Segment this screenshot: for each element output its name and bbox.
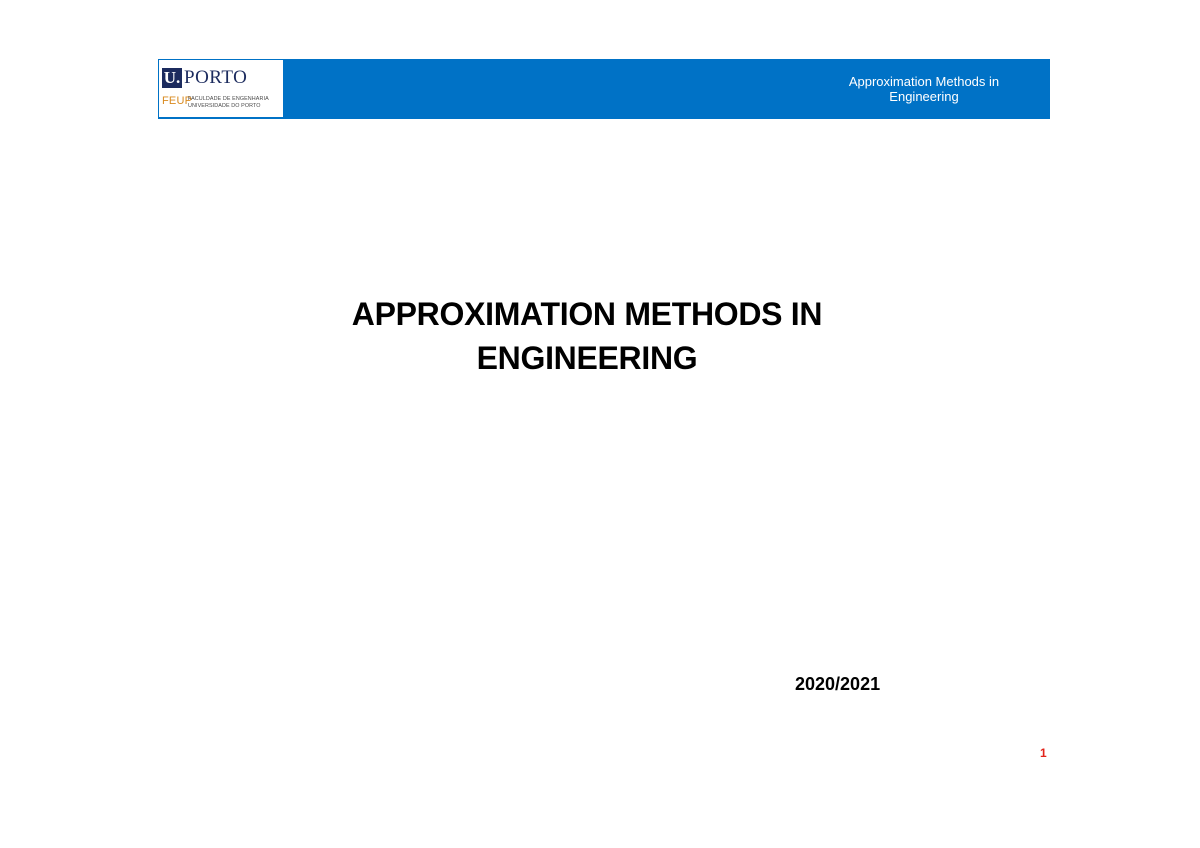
logo-faculty-name: FACULDADE DE ENGENHARIA — [188, 96, 269, 102]
logo-university-name: UNIVERSIDADE DO PORTO — [188, 103, 261, 109]
header-title-line2: Engineering — [889, 89, 959, 104]
header-course-title — [814, 74, 1034, 104]
header-bar — [158, 59, 1050, 119]
logo-feup-text: FEUP — [162, 95, 193, 107]
header-title-line1: Approximation Methods in — [848, 74, 1000, 89]
slide-title-line1: APPROXIMATION METHODS IN — [351, 296, 823, 332]
university-logo — [159, 60, 283, 117]
logo-porto-text: PORTO — [184, 67, 248, 88]
logo-u-mark: U. — [163, 68, 181, 87]
slide-title — [187, 292, 987, 380]
academic-year: 2020/2021 — [795, 674, 881, 694]
page-number: 1 — [1040, 746, 1047, 760]
slide-title-line2: ENGINEERING — [476, 340, 698, 376]
